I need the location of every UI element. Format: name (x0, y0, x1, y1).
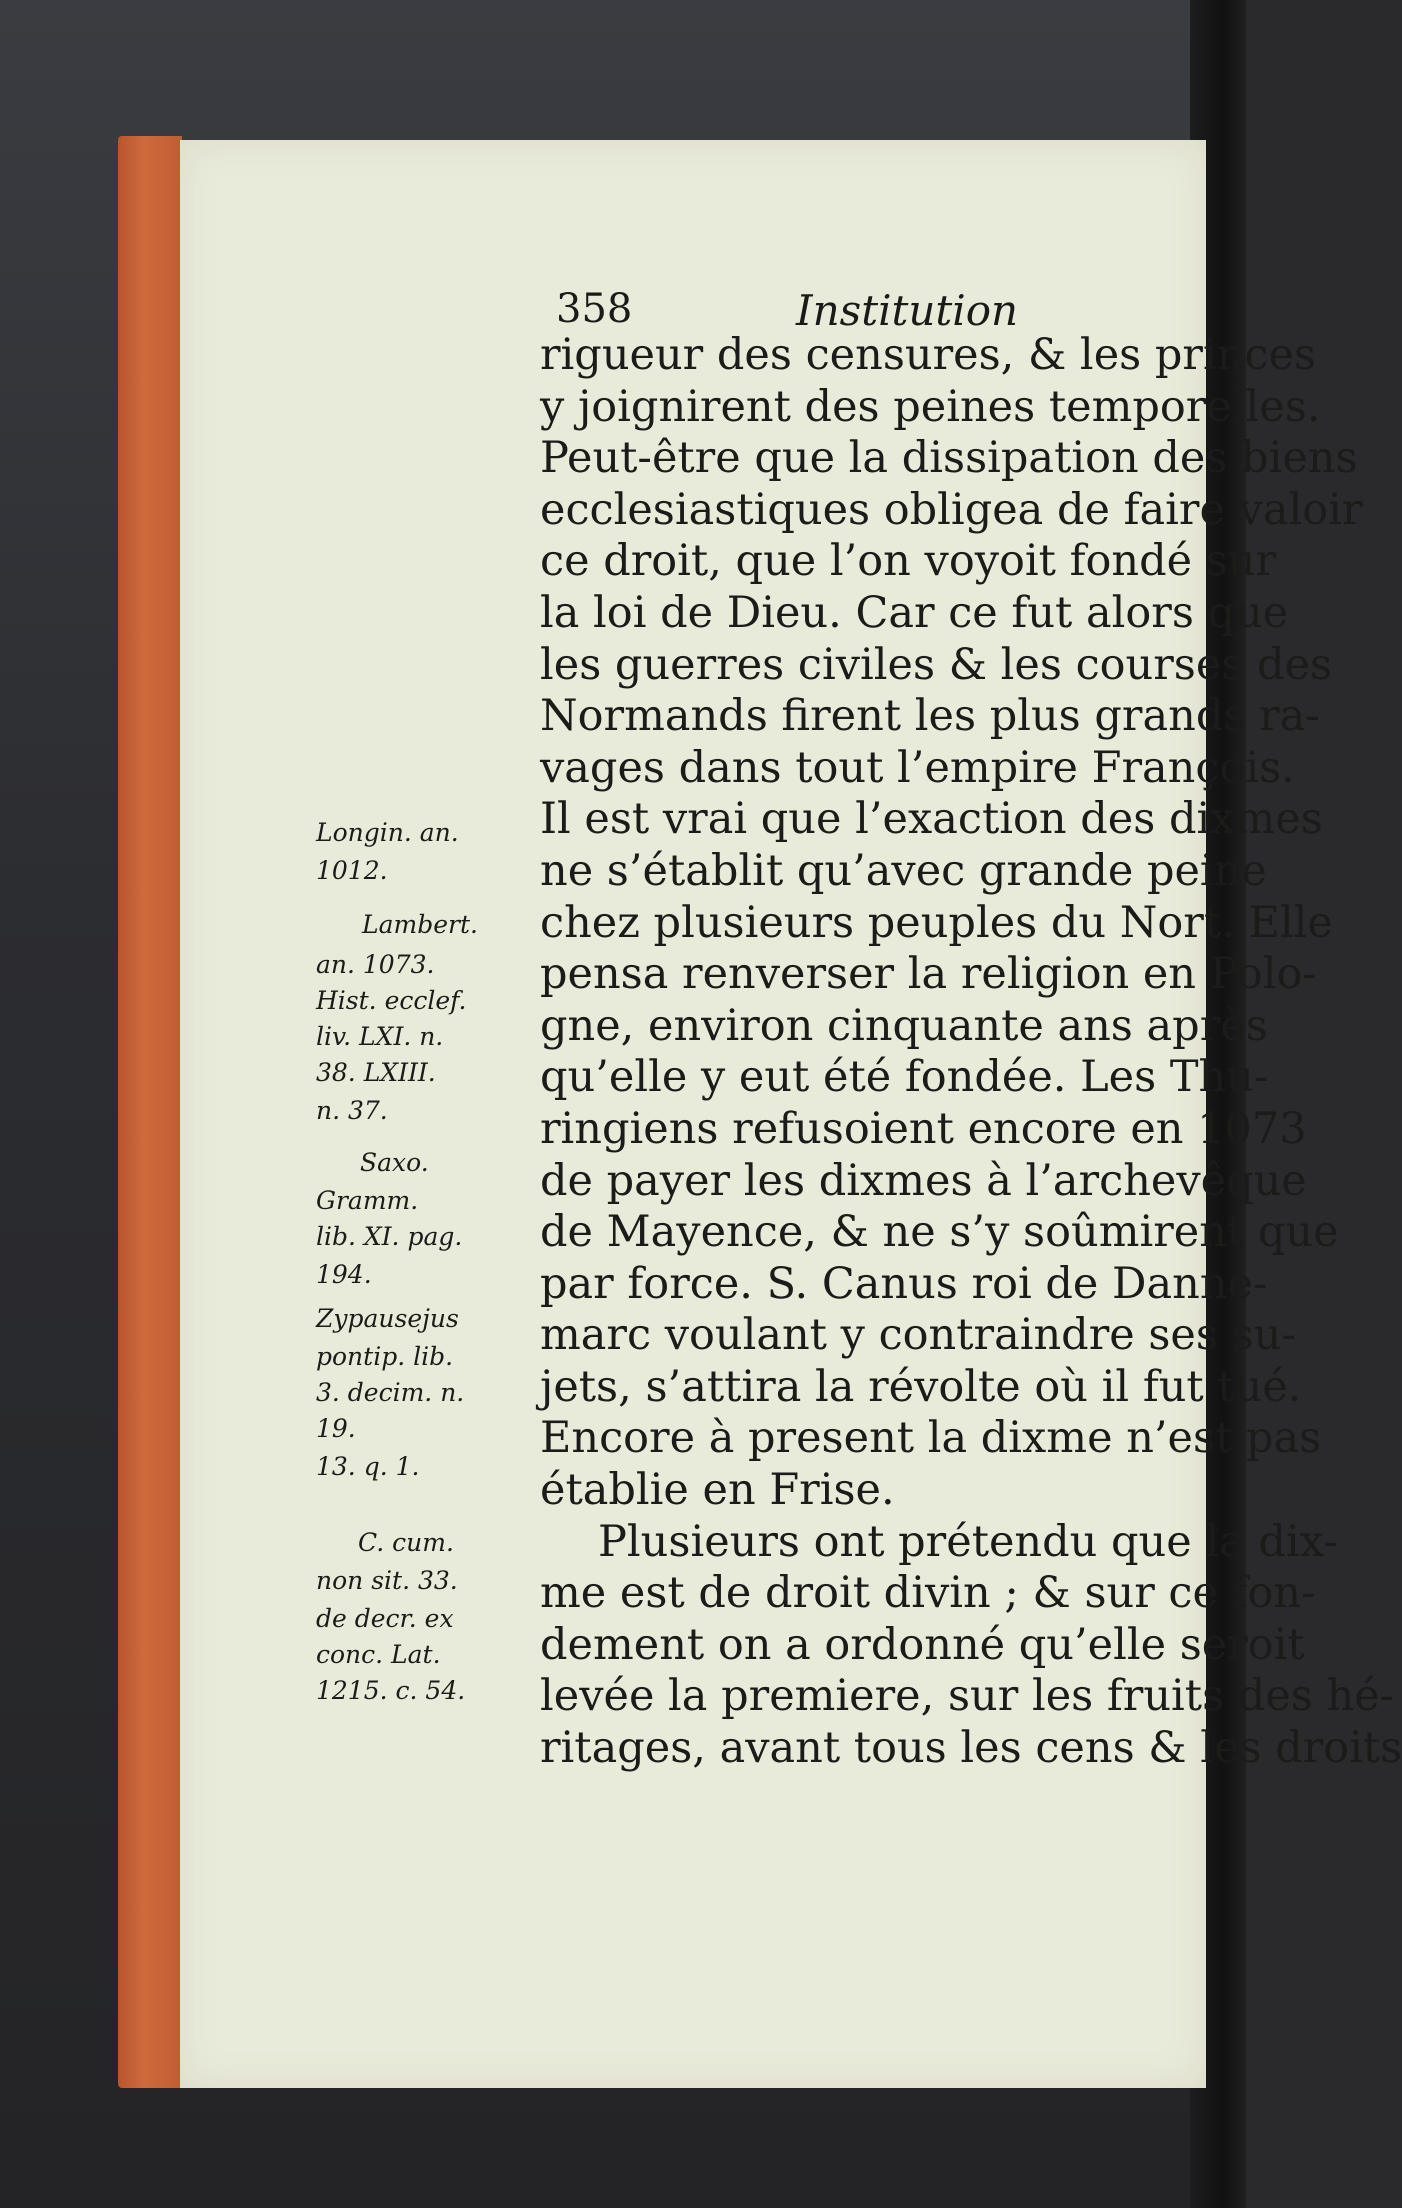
margin-note: C. cum. (358, 1528, 454, 1557)
margin-note: Longin. an. (316, 818, 459, 847)
text-line: ecclesiastiques obligea de faire valoir (540, 484, 1363, 535)
text-line: ce droit, que l’on voyoit fondé sur (540, 536, 1277, 587)
text-line: y joignirent des peines temporelles. (540, 381, 1321, 432)
margin-note: Gramm. (316, 1186, 419, 1215)
text-line: les guerres civiles & les courses des (540, 639, 1333, 690)
margin-note: an. 1073. (316, 950, 435, 979)
text-line: Encore à present la dixme n’est pas (540, 1413, 1322, 1464)
margin-note: pontip. lib. (316, 1342, 454, 1371)
margin-note: 19. (316, 1414, 356, 1443)
text-line: établie en Frise. (540, 1465, 895, 1516)
text-line: rigueur des censures, & les princes (540, 330, 1316, 380)
margin-note: 38. LXIII. (316, 1058, 436, 1087)
margin-note: liv. LXI. n. (316, 1022, 444, 1051)
page-number: 358 (556, 286, 633, 332)
text-line: Il est vrai que l’exaction des dixmes (540, 794, 1323, 845)
text-line: ritages, avant tous les cens & les droits (540, 1723, 1402, 1774)
margin-note: 1012. (316, 856, 388, 885)
margin-note: de decr. ex (316, 1604, 454, 1633)
text-line: levée la premiere, sur les fruits des hé- (540, 1671, 1395, 1722)
text-line: marc voulant y contraindre ses su- (540, 1310, 1296, 1361)
text-line: qu’elle y eut été fondée. Les Thu- (540, 1052, 1269, 1103)
margin-note: 1215. c. 54. (316, 1676, 466, 1705)
margin-note: 13. q. 1. (316, 1452, 420, 1481)
text-line: de payer les dixmes à l’archevêque (540, 1155, 1307, 1206)
margin-note: conc. Lat. (316, 1640, 441, 1669)
text-line: ne s’établit qu’avec grande peine (540, 845, 1267, 896)
margin-note: non sit. 33. (316, 1566, 458, 1595)
text-line: Plusieurs ont prétendu que la dix- (598, 1516, 1338, 1567)
text-line: vages dans tout l’empire François. (540, 742, 1295, 793)
text-line: ringiens refusoient encore en 1073 (540, 1103, 1307, 1154)
margin-note: Zypausejus (316, 1304, 459, 1333)
text-line: pensa renverser la religion en Polo- (540, 949, 1317, 1000)
margin-note: lib. XI. pag. (316, 1222, 463, 1251)
margin-note: Saxo. (360, 1148, 429, 1177)
page-header (556, 286, 1116, 334)
running-title: Institution (796, 286, 1019, 335)
text-line: me est de droit divin ; & sur ce fon- (540, 1568, 1316, 1619)
text-line: Normands firent les plus grands ra- (540, 691, 1320, 742)
text-line: gne, environ cinquante ans après (540, 1000, 1268, 1051)
text-line: jets, s’attira la révolte où il fut tué. (540, 1361, 1302, 1412)
margin-note: Hist. ecclef. (316, 986, 467, 1015)
margin-note: 3. decim. n. (316, 1378, 465, 1407)
text-line: de Mayence, & ne s’y soûmirent que (540, 1207, 1339, 1258)
text-line: dement on a ordonné qu’elle seroit (540, 1619, 1305, 1670)
body-text (540, 330, 1402, 1775)
margin-note: Lambert. (362, 910, 478, 939)
text-line: chez plusieurs peuples du Nort. Elle (540, 897, 1333, 948)
margin-note: 194. (316, 1260, 372, 1289)
page-edge-stained (118, 136, 182, 2088)
text-line: Peut-être que la dissipation des biens (540, 433, 1358, 484)
text-line: par force. S. Canus roi de Danne- (540, 1258, 1268, 1309)
margin-note: n. 37. (316, 1096, 388, 1125)
text-line: la loi de Dieu. Car ce fut alors que (540, 587, 1289, 638)
